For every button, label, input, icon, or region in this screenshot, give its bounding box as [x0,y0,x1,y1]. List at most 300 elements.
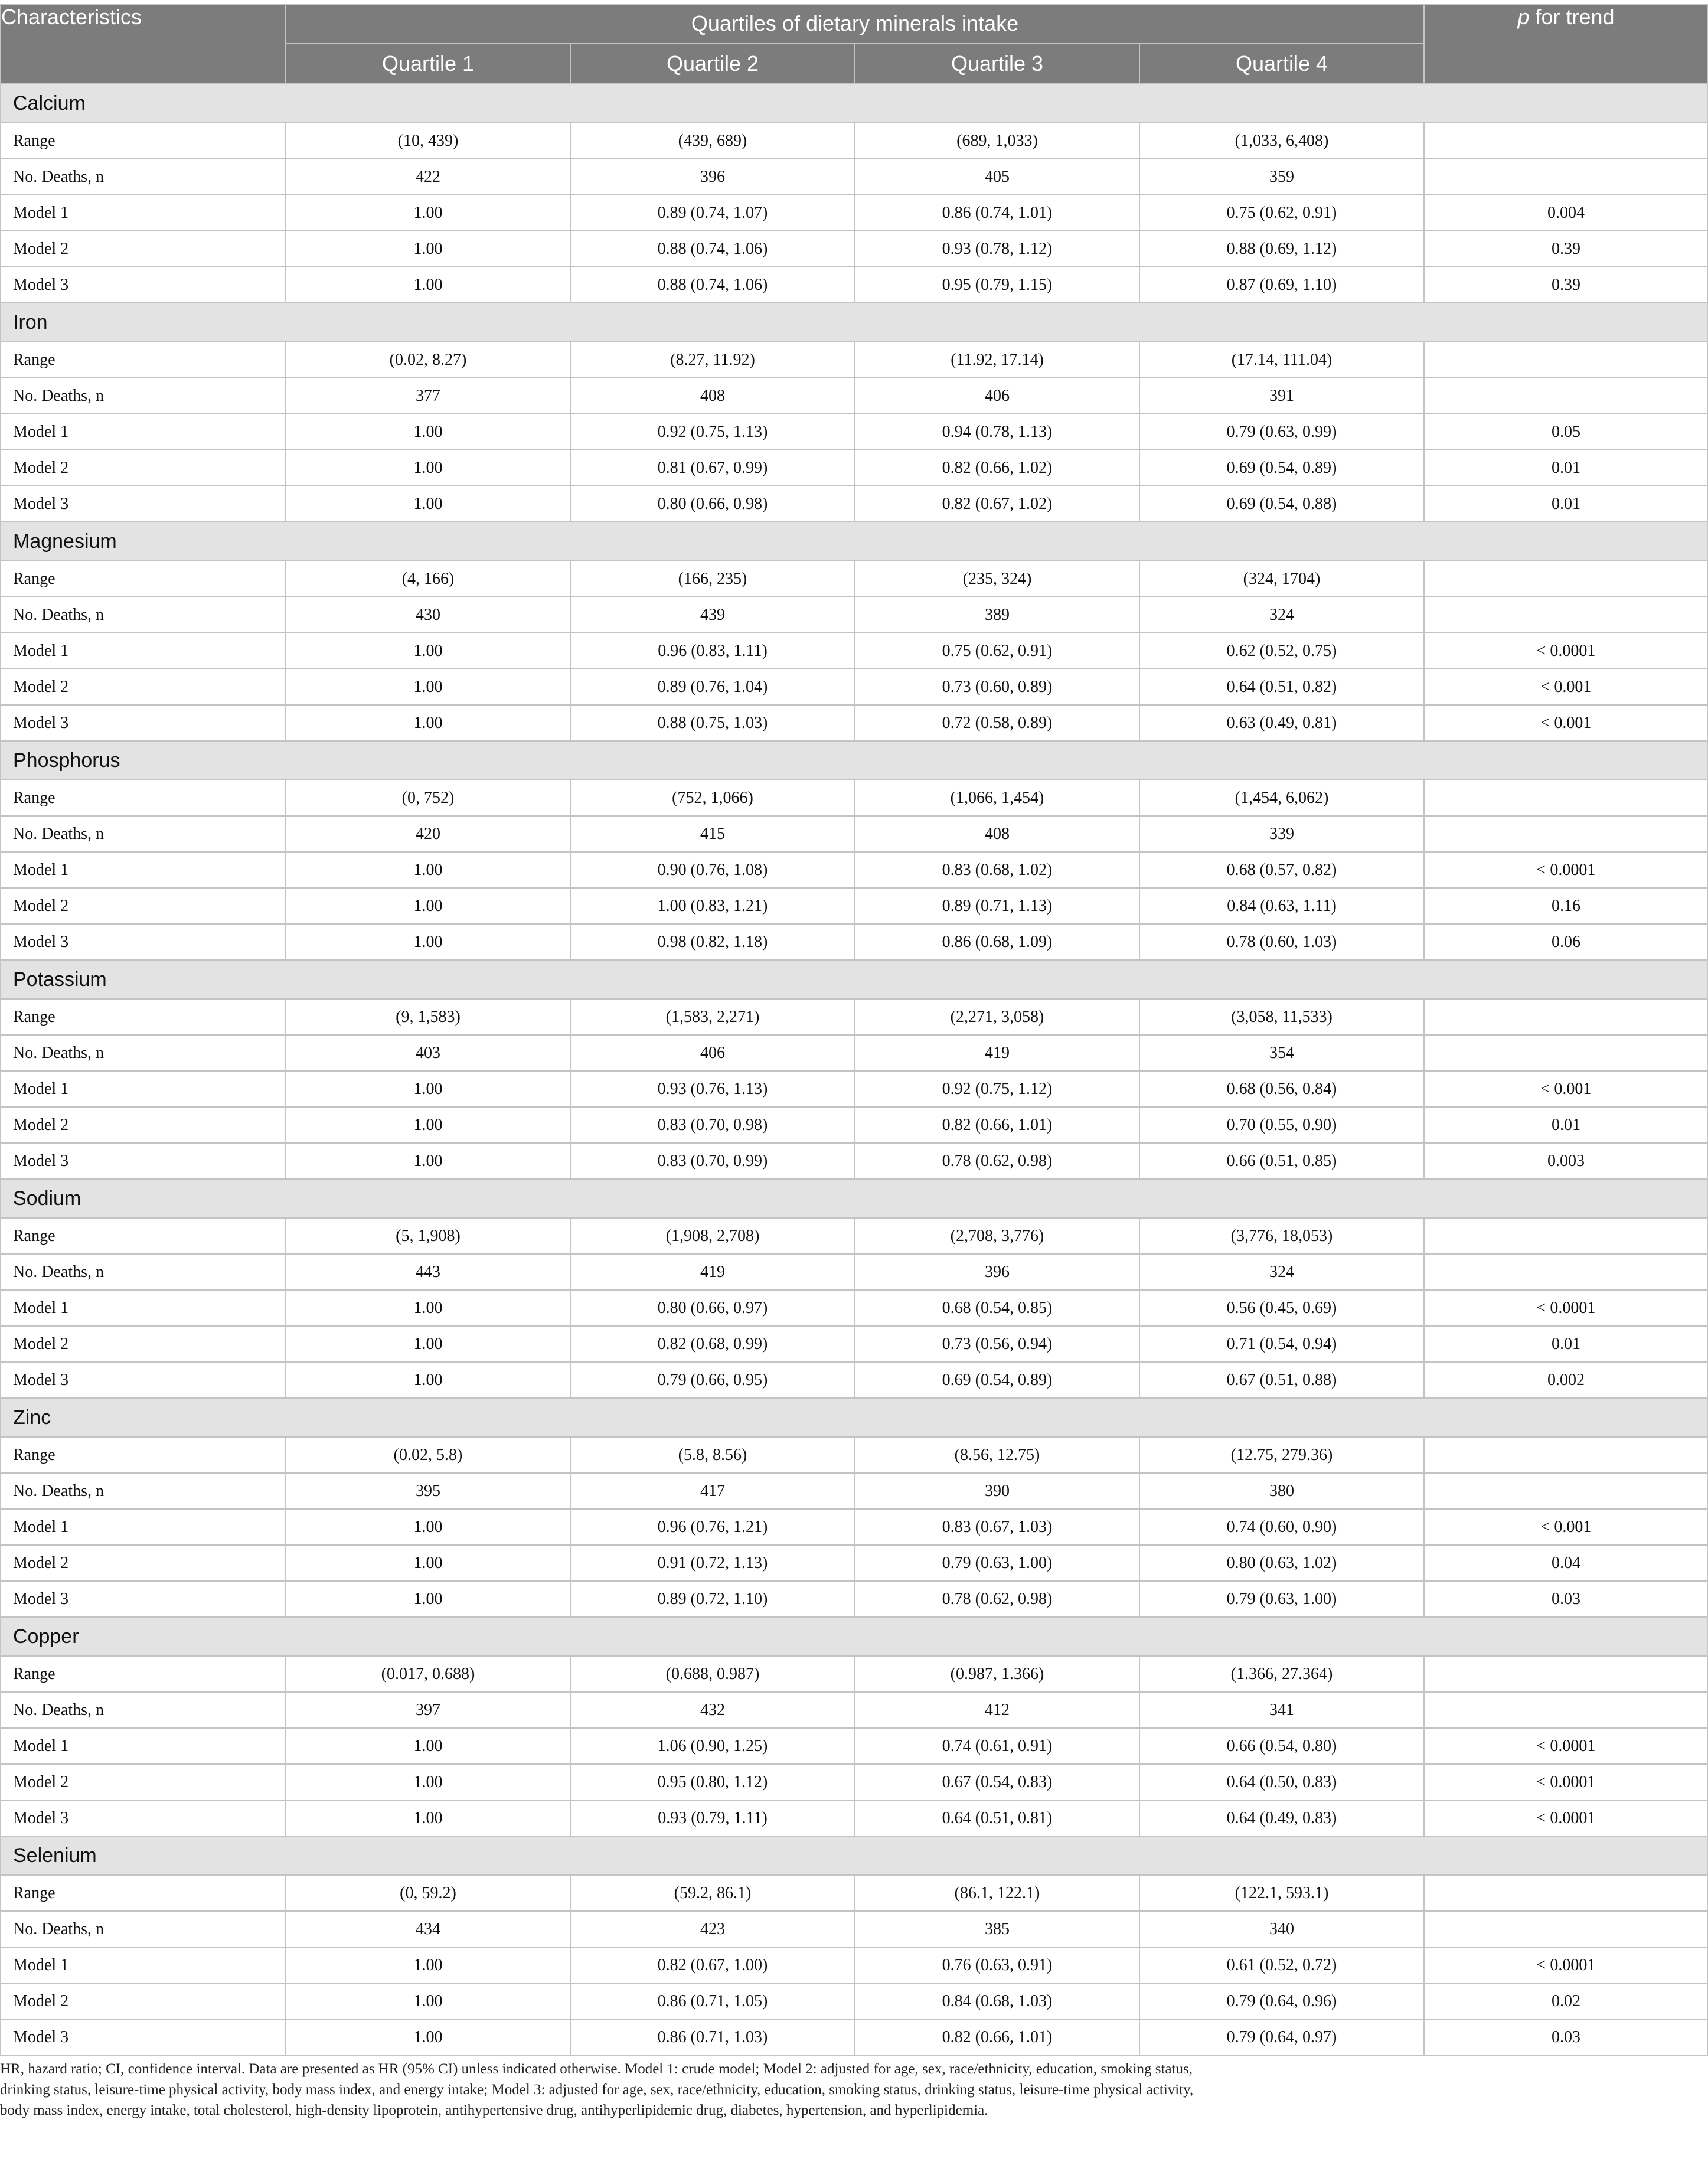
section-header-row [1,522,1708,561]
row-label: No. Deaths, n [1,1254,286,1290]
quartile-4-cell: 0.84 (0.63, 1.11) [1139,888,1424,924]
quartile-3-cell: (1,066, 1,454) [855,780,1139,816]
quartile-2-cell: 408 [570,378,855,414]
p-trend-cell: 0.01 [1424,486,1708,522]
row-label: Model 3 [1,1581,286,1617]
p-trend-cell: 0.003 [1424,1143,1708,1179]
table-row [1,1509,1708,1545]
quartile-3-cell: (86.1, 122.1) [855,1875,1139,1911]
quartile-1-cell: (5, 1,908) [286,1218,570,1254]
table-row [1,1947,1708,1983]
row-label: Model 1 [1,1290,286,1326]
table-row [1,231,1708,267]
quartile-2-cell: 1.00 (0.83, 1.21) [570,888,855,924]
quartile-1-cell: 1.00 [286,2019,570,2055]
quartile-3-cell: 419 [855,1035,1139,1071]
section-header-row [1,1179,1708,1218]
row-label: Model 2 [1,450,286,486]
quartile-1-cell: 395 [286,1473,570,1509]
quartile-1-cell: 1.00 [286,1545,570,1581]
quartile-4-cell: 0.79 (0.63, 1.00) [1139,1581,1424,1617]
p-trend-cell: 0.02 [1424,1983,1708,2019]
section-title: Selenium [1,1836,1708,1875]
row-label: No. Deaths, n [1,1911,286,1947]
table-row [1,267,1708,303]
quartile-4-cell: 0.66 (0.51, 0.85) [1139,1143,1424,1179]
quartile-1-cell: 1.00 [286,1581,570,1617]
quartile-4-cell: 391 [1139,378,1424,414]
quartile-1-cell: 403 [286,1035,570,1071]
row-label: Range [1,1218,286,1254]
quartile-4-cell: (17.14, 111.04) [1139,342,1424,378]
quartile-1-cell: 1.00 [286,1143,570,1179]
table-row [1,1545,1708,1581]
row-label: Model 1 [1,633,286,669]
table-row [1,1254,1708,1290]
table-row [1,597,1708,633]
quartile-3-cell: 0.74 (0.61, 0.91) [855,1728,1139,1764]
quartile-2-cell: 0.96 (0.83, 1.11) [570,633,855,669]
row-label: Model 3 [1,267,286,303]
table-row [1,1143,1708,1179]
quartile-3-cell: 0.75 (0.62, 0.91) [855,633,1139,669]
quartile-1-cell: 1.00 [286,1947,570,1983]
characteristics-header: Characteristics [1,4,286,84]
table-row [1,1800,1708,1836]
table-row [1,1581,1708,1617]
quartile-3-cell: 0.86 (0.74, 1.01) [855,195,1139,231]
quartile-1-cell: 1.00 [286,414,570,450]
section-header-row [1,1836,1708,1875]
row-label: Model 1 [1,1728,286,1764]
quartile-4-header: Quartile 4 [1139,43,1424,84]
quartile-2-cell: 0.86 (0.71, 1.05) [570,1983,855,2019]
quartile-2-cell: 0.80 (0.66, 0.97) [570,1290,855,1326]
quartile-2-cell: 0.88 (0.74, 1.06) [570,231,855,267]
p-trend-cell: 0.06 [1424,924,1708,960]
quartile-1-cell: 1.00 [286,888,570,924]
table-row [1,1218,1708,1254]
quartile-4-cell: 0.61 (0.52, 0.72) [1139,1947,1424,1983]
row-label: Range [1,1875,286,1911]
quartile-4-cell: (3,776, 18,053) [1139,1218,1424,1254]
section-title: Potassium [1,960,1708,999]
quartile-4-cell: 340 [1139,1911,1424,1947]
p-trend-cell [1424,816,1708,852]
quartile-4-cell: 0.75 (0.62, 0.91) [1139,195,1424,231]
quartile-2-cell: (5.8, 8.56) [570,1437,855,1473]
quartile-2-cell: 1.06 (0.90, 1.25) [570,1728,855,1764]
table-row [1,999,1708,1035]
p-trend-cell [1424,342,1708,378]
p-trend-cell: 0.01 [1424,1326,1708,1362]
quartile-2-cell: 0.89 (0.76, 1.04) [570,669,855,705]
row-label: Model 3 [1,1800,286,1836]
p-trend-cell: < 0.0001 [1424,633,1708,669]
quartile-4-cell: 0.79 (0.63, 0.99) [1139,414,1424,450]
quartile-2-cell: 417 [570,1473,855,1509]
quartile-4-cell: 0.74 (0.60, 0.90) [1139,1509,1424,1545]
section-title: Iron [1,303,1708,342]
quartile-3-cell: 0.78 (0.62, 0.98) [855,1143,1139,1179]
quartile-1-cell: 1.00 [286,231,570,267]
p-trend-cell [1424,1692,1708,1728]
quartile-1-cell: 1.00 [286,486,570,522]
quartile-1-cell: (0, 752) [286,780,570,816]
quartile-4-cell: (324, 1704) [1139,561,1424,597]
quartile-3-cell: 0.94 (0.78, 1.13) [855,414,1139,450]
table-row [1,633,1708,669]
row-label: Model 3 [1,2019,286,2055]
quartile-2-cell: 0.98 (0.82, 1.18) [570,924,855,960]
row-label: Model 3 [1,924,286,960]
p-trend-cell [1424,378,1708,414]
quartile-4-cell: (1.366, 27.364) [1139,1656,1424,1692]
table-row [1,561,1708,597]
quartile-4-cell: 0.69 (0.54, 0.89) [1139,450,1424,486]
quartile-3-cell: 0.67 (0.54, 0.83) [855,1764,1139,1800]
quartile-4-cell: 341 [1139,1692,1424,1728]
quartile-4-cell: 0.78 (0.60, 1.03) [1139,924,1424,960]
row-label: No. Deaths, n [1,378,286,414]
quartile-2-cell: 0.89 (0.74, 1.07) [570,195,855,231]
quartile-2-cell: 423 [570,1911,855,1947]
quartile-1-cell: 1.00 [286,669,570,705]
quartile-4-cell: 324 [1139,597,1424,633]
quartile-2-cell: 406 [570,1035,855,1071]
row-label: No. Deaths, n [1,816,286,852]
section-header-row [1,741,1708,780]
hazard-ratio-table [0,4,1708,2056]
table-row [1,1107,1708,1143]
quartile-2-cell: 0.86 (0.71, 1.03) [570,2019,855,2055]
quartile-4-cell: 339 [1139,816,1424,852]
quartile-3-cell: 408 [855,816,1139,852]
quartile-2-cell: (8.27, 11.92) [570,342,855,378]
section-title: Calcium [1,84,1708,123]
quartile-2-cell: 0.91 (0.72, 1.13) [570,1545,855,1581]
p-trend-rest: for trend [1529,5,1615,29]
p-trend-cell: < 0.0001 [1424,1728,1708,1764]
table-row [1,1437,1708,1473]
quartile-4-cell: (1,033, 6,408) [1139,123,1424,159]
quartile-3-cell: 390 [855,1473,1139,1509]
quartile-4-cell: 0.56 (0.45, 0.69) [1139,1290,1424,1326]
quartile-4-cell: (122.1, 593.1) [1139,1875,1424,1911]
quartile-2-cell: (439, 689) [570,123,855,159]
table-row [1,924,1708,960]
quartile-2-header: Quartile 2 [570,43,855,84]
quartile-2-cell: 0.80 (0.66, 0.98) [570,486,855,522]
quartile-2-cell: 0.83 (0.70, 0.98) [570,1107,855,1143]
quartile-3-cell: 396 [855,1254,1139,1290]
quartile-2-cell: 0.82 (0.67, 1.00) [570,1947,855,1983]
quartile-3-cell: 0.93 (0.78, 1.12) [855,231,1139,267]
quartile-4-cell: 354 [1139,1035,1424,1071]
p-trend-cell: < 0.001 [1424,669,1708,705]
p-trend-cell [1424,1875,1708,1911]
row-label: Model 2 [1,1764,286,1800]
row-label: No. Deaths, n [1,159,286,195]
quartile-3-cell: 0.64 (0.51, 0.81) [855,1800,1139,1836]
quartile-4-cell: 0.66 (0.54, 0.80) [1139,1728,1424,1764]
quartile-3-cell: 0.82 (0.66, 1.01) [855,2019,1139,2055]
table-row [1,195,1708,231]
quartile-3-cell: (689, 1,033) [855,123,1139,159]
section-header-row [1,1398,1708,1437]
row-label: Range [1,999,286,1035]
quartile-3-cell: (2,708, 3,776) [855,1218,1139,1254]
p-trend-header [1424,4,1708,84]
quartile-4-cell: 0.64 (0.49, 0.83) [1139,1800,1424,1836]
quartile-2-cell: 0.81 (0.67, 0.99) [570,450,855,486]
quartile-1-cell: 1.00 [286,924,570,960]
quartile-1-cell: 397 [286,1692,570,1728]
quartile-1-cell: (0.017, 0.688) [286,1656,570,1692]
table-footnote: HR, hazard ratio; CI, confidence interval. Data are presented as HR (95% CI) unless indicated otherwise. Model 1: crude model; Model 2: adjusted for age, sex, race/ethnicity, education, smoking status, drinking status, leisure-time physical activity, body mass index, and energy intake; Model 3: adjusted for age, sex, race/ethnicity, education, smoking status, drinking status, leisure-time physical activity, body mass index, energy intake, total cholesterol, high-density lipoprotein, antihypertensive drug, antihyperlipidemic drug, diabetes, hypertension, and hyperlipidemia. [0,2061,1194,2118]
row-label: Model 2 [1,669,286,705]
table-row [1,1728,1708,1764]
quartile-2-cell: 0.83 (0.70, 0.99) [570,1143,855,1179]
table-row [1,816,1708,852]
p-trend-cell: < 0.0001 [1424,1947,1708,1983]
quartile-1-cell: (0, 59.2) [286,1875,570,1911]
quartile-4-cell: 0.79 (0.64, 0.96) [1139,1983,1424,2019]
table-row [1,123,1708,159]
quartile-3-cell: 0.95 (0.79, 1.15) [855,267,1139,303]
quartile-4-cell: 0.79 (0.64, 0.97) [1139,2019,1424,2055]
p-trend-cell [1424,1254,1708,1290]
quartile-3-cell: 0.73 (0.56, 0.94) [855,1326,1139,1362]
row-label: Range [1,780,286,816]
p-trend-cell: 0.002 [1424,1362,1708,1398]
table-row [1,1071,1708,1107]
quartile-4-cell: 0.63 (0.49, 0.81) [1139,705,1424,741]
p-trend-cell [1424,597,1708,633]
row-label: Model 1 [1,1071,286,1107]
quartile-1-cell: 1.00 [286,705,570,741]
p-trend-cell: < 0.001 [1424,705,1708,741]
table-row [1,1035,1708,1071]
quartile-4-cell: 0.67 (0.51, 0.88) [1139,1362,1424,1398]
section-header-row [1,960,1708,999]
quartile-1-cell: 1.00 [286,633,570,669]
p-trend-cell: < 0.001 [1424,1509,1708,1545]
quartile-3-cell: 0.82 (0.67, 1.02) [855,486,1139,522]
quartile-4-cell: (1,454, 6,062) [1139,780,1424,816]
quartile-1-header: Quartile 1 [286,43,570,84]
row-label: Model 1 [1,195,286,231]
quartile-1-cell: 1.00 [286,267,570,303]
p-trend-cell [1424,561,1708,597]
quartile-4-cell: 0.80 (0.63, 1.02) [1139,1545,1424,1581]
p-trend-cell [1424,780,1708,816]
table-row [1,1692,1708,1728]
section-title: Zinc [1,1398,1708,1437]
quartile-1-cell: 1.00 [286,195,570,231]
quartile-1-cell: 434 [286,1911,570,1947]
quartile-1-cell: 1.00 [286,1107,570,1143]
quartile-4-cell: 380 [1139,1473,1424,1509]
quartile-3-cell: 0.79 (0.63, 1.00) [855,1545,1139,1581]
quartile-1-cell: (9, 1,583) [286,999,570,1035]
quartile-1-cell: 1.00 [286,1326,570,1362]
quartile-3-cell: 385 [855,1911,1139,1947]
quartile-3-cell: 0.83 (0.67, 1.03) [855,1509,1139,1545]
table-row [1,1764,1708,1800]
quartile-1-cell: 1.00 [286,1728,570,1764]
quartiles-group-header: Quartiles of dietary minerals intake [286,4,1424,43]
quartile-1-cell: (4, 166) [286,561,570,597]
quartile-3-cell: 0.83 (0.68, 1.02) [855,852,1139,888]
section-title: Magnesium [1,522,1708,561]
row-label: No. Deaths, n [1,597,286,633]
row-label: Model 2 [1,1326,286,1362]
quartile-1-cell: 422 [286,159,570,195]
quartile-1-cell: (0.02, 5.8) [286,1437,570,1473]
p-trend-cell: < 0.001 [1424,1071,1708,1107]
quartile-1-cell: 1.00 [286,450,570,486]
quartile-2-cell: 0.92 (0.75, 1.13) [570,414,855,450]
p-trend-cell [1424,159,1708,195]
quartile-2-cell: 415 [570,816,855,852]
p-trend-cell [1424,1656,1708,1692]
quartile-1-cell: (0.02, 8.27) [286,342,570,378]
table-row [1,378,1708,414]
section-title: Phosphorus [1,741,1708,780]
table-row [1,780,1708,816]
quartile-2-cell: 0.93 (0.76, 1.13) [570,1071,855,1107]
quartile-2-cell: 0.82 (0.68, 0.99) [570,1326,855,1362]
table-row [1,159,1708,195]
quartile-3-cell: 0.73 (0.60, 0.89) [855,669,1139,705]
quartile-1-cell: (10, 439) [286,123,570,159]
quartile-4-cell: 359 [1139,159,1424,195]
quartile-2-cell: 396 [570,159,855,195]
quartile-1-cell: 1.00 [286,1509,570,1545]
quartile-1-cell: 1.00 [286,1800,570,1836]
quartile-3-cell: (2,271, 3,058) [855,999,1139,1035]
p-trend-cell [1424,999,1708,1035]
p-trend-cell: 0.04 [1424,1545,1708,1581]
quartile-2-cell: (0.688, 0.987) [570,1656,855,1692]
quartile-1-cell: 1.00 [286,1290,570,1326]
p-trend-cell [1424,1473,1708,1509]
table-row [1,486,1708,522]
table-row [1,414,1708,450]
p-italic: p [1517,5,1530,29]
table-row [1,888,1708,924]
quartile-4-cell: 324 [1139,1254,1424,1290]
quartile-4-cell: 0.68 (0.57, 0.82) [1139,852,1424,888]
quartile-1-cell: 1.00 [286,1362,570,1398]
table-body [1,84,1708,2055]
p-trend-cell [1424,1035,1708,1071]
table-row [1,1362,1708,1398]
quartile-3-cell: 0.72 (0.58, 0.89) [855,705,1139,741]
table-row [1,1875,1708,1911]
quartile-3-cell: 405 [855,159,1139,195]
quartile-2-cell: (752, 1,066) [570,780,855,816]
p-trend-cell: < 0.0001 [1424,1764,1708,1800]
table-row [1,705,1708,741]
quartile-2-cell: (59.2, 86.1) [570,1875,855,1911]
p-trend-cell: 0.01 [1424,1107,1708,1143]
quartile-2-cell: 439 [570,597,855,633]
row-label: Model 3 [1,705,286,741]
quartile-3-cell: 406 [855,378,1139,414]
table-row [1,1326,1708,1362]
section-header-row [1,303,1708,342]
quartile-3-cell: 0.86 (0.68, 1.09) [855,924,1139,960]
row-label: Model 1 [1,1947,286,1983]
row-label: Model 1 [1,414,286,450]
row-label: Model 2 [1,1107,286,1143]
quartile-1-cell: 430 [286,597,570,633]
p-trend-cell: 0.39 [1424,267,1708,303]
quartile-3-cell: (0.987, 1.366) [855,1656,1139,1692]
table-row [1,450,1708,486]
row-label: No. Deaths, n [1,1692,286,1728]
row-label: Model 1 [1,852,286,888]
quartile-3-cell: 0.78 (0.62, 0.98) [855,1581,1139,1617]
p-trend-cell: 0.03 [1424,1581,1708,1617]
quartile-4-cell: 0.64 (0.50, 0.83) [1139,1764,1424,1800]
row-label: Model 2 [1,888,286,924]
quartile-1-cell: 377 [286,378,570,414]
quartile-2-cell: 0.88 (0.74, 1.06) [570,267,855,303]
row-label: Model 2 [1,231,286,267]
quartile-4-cell: 0.88 (0.69, 1.12) [1139,231,1424,267]
row-label: Range [1,561,286,597]
quartile-3-cell: (8.56, 12.75) [855,1437,1139,1473]
p-trend-cell: 0.01 [1424,450,1708,486]
quartile-3-cell: 389 [855,597,1139,633]
p-trend-cell: 0.39 [1424,231,1708,267]
p-trend-cell [1424,1218,1708,1254]
p-trend-cell [1424,1437,1708,1473]
quartile-1-cell: 443 [286,1254,570,1290]
p-trend-cell: 0.05 [1424,414,1708,450]
quartile-1-cell: 1.00 [286,1983,570,2019]
row-label: Range [1,123,286,159]
section-title: Copper [1,1617,1708,1656]
row-label: Range [1,1437,286,1473]
table-row [1,1290,1708,1326]
quartile-2-cell: 0.79 (0.66, 0.95) [570,1362,855,1398]
quartile-2-cell: 0.96 (0.76, 1.21) [570,1509,855,1545]
p-trend-cell: 0.16 [1424,888,1708,924]
quartile-3-cell: (11.92, 17.14) [855,342,1139,378]
quartile-4-cell: 0.68 (0.56, 0.84) [1139,1071,1424,1107]
quartile-2-cell: (1,908, 2,708) [570,1218,855,1254]
quartile-2-cell: 432 [570,1692,855,1728]
row-label: Model 3 [1,1362,286,1398]
p-trend-cell [1424,1911,1708,1947]
quartile-4-cell: 0.69 (0.54, 0.88) [1139,486,1424,522]
header-row-1 [1,4,1708,43]
quartile-2-cell: (166, 235) [570,561,855,597]
quartile-3-cell: 0.68 (0.54, 0.85) [855,1290,1139,1326]
p-trend-cell [1424,123,1708,159]
quartile-1-cell: 420 [286,816,570,852]
quartile-3-cell: 0.69 (0.54, 0.89) [855,1362,1139,1398]
quartile-2-cell: 0.95 (0.80, 1.12) [570,1764,855,1800]
table-row [1,1656,1708,1692]
quartile-4-cell: 0.71 (0.54, 0.94) [1139,1326,1424,1362]
row-label: Model 3 [1,486,286,522]
quartile-2-cell: 0.93 (0.79, 1.11) [570,1800,855,1836]
